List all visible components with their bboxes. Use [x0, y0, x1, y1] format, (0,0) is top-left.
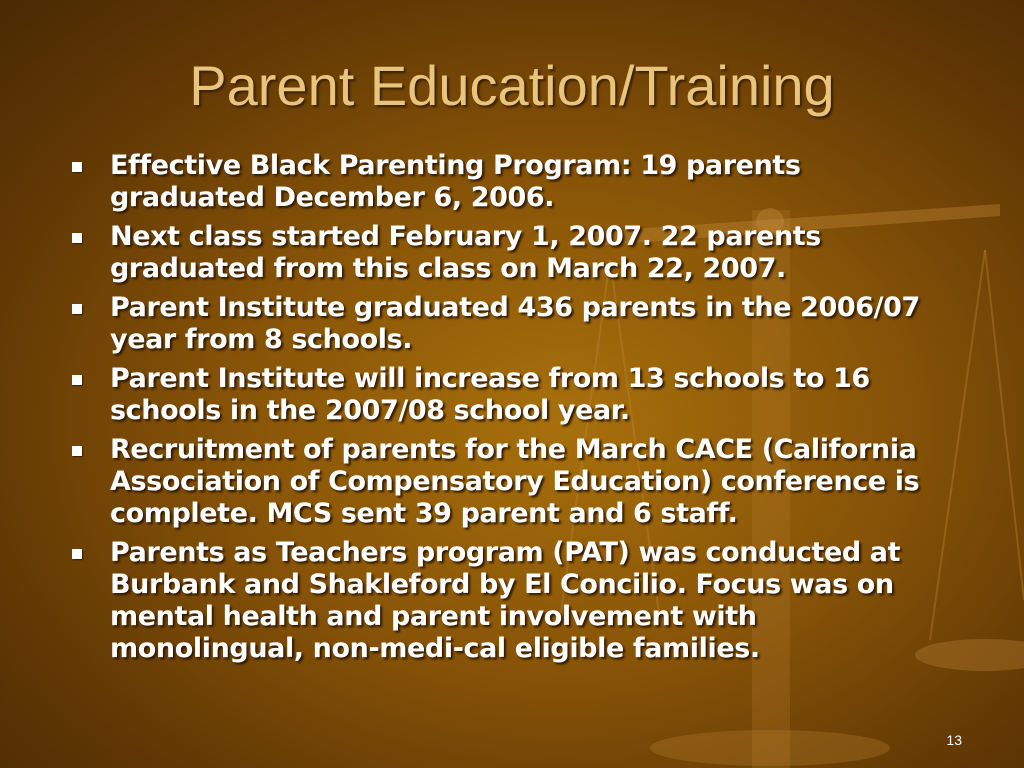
list-item-text: Parent Institute graduated 436 parents in the 2006/07 year from 8 schools.: [110, 292, 920, 355]
list-item: [72, 363, 952, 427]
list-item-text: Recruitment of parents for the March CACE (California Association of Compensatory Education) conference is complete. MCS sent 39 parent and 6 staff.: [110, 434, 920, 529]
list-item-text: Parents as Teachers program (PAT) was conducted at Burbank and Shakleford by El Concilio. Focus was on mental health and parent involvement with monolingual, non-medi-cal eligible families.: [110, 537, 901, 664]
list-item: [72, 292, 952, 356]
square-bullet-icon: [72, 304, 82, 314]
slide-number: 13: [946, 732, 962, 748]
list-item: [72, 221, 952, 285]
list-item-text: Parent Institute will increase from 13 schools to 16 schools in the 2007/08 school year.: [110, 363, 870, 426]
square-bullet-icon: [72, 162, 82, 172]
bullet-list: [72, 150, 952, 672]
square-bullet-icon: [72, 233, 82, 243]
slide-title: Parent Education/Training: [189, 54, 835, 117]
list-item-text: Next class started February 1, 2007. 22 parents graduated from this class on March 22, 2007.: [110, 221, 821, 284]
list-item: [72, 537, 952, 665]
square-bullet-icon: [72, 549, 82, 559]
list-item-text: Effective Black Parenting Program: 19 parents graduated December 6, 2006.: [110, 150, 801, 213]
square-bullet-icon: [72, 446, 82, 456]
list-item: [72, 434, 952, 530]
square-bullet-icon: [72, 375, 82, 385]
list-item: [72, 150, 952, 214]
